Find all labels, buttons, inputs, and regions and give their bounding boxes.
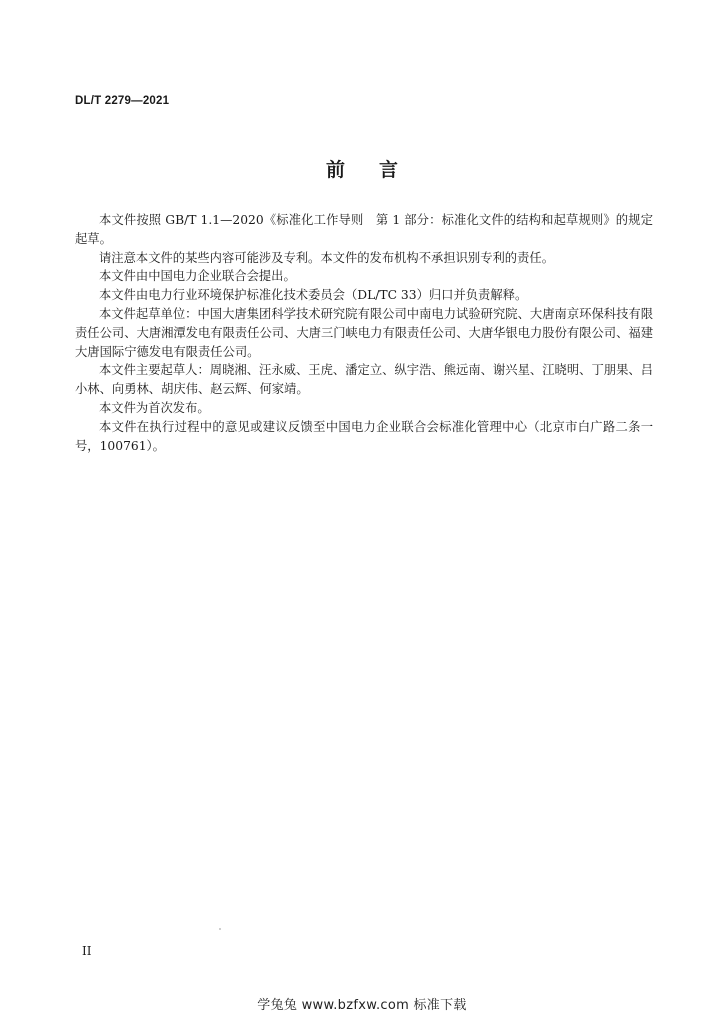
page-title: 前言 [325, 159, 432, 181]
paragraph-drafting-units: 本文件起草单位：中国大唐集团科学技术研究院有限公司中南电力试验研究院、大唐南京环保科技有限责任公司、大唐湘潭发电有限责任公司、大唐三门峡电力有限责任公司、大唐华银电力股份有限公司、福建大唐国际宁德发电有限责任公司。 [75, 306, 653, 359]
page-number: II [82, 944, 92, 958]
scan-speck [219, 928, 221, 930]
paragraph-feedback-contact: 本文件在执行过程中的意见或建议反馈至中国电力企业联合会标准化管理中心（北京市白广路二条一号，100761）。 [75, 419, 653, 453]
foreword-body [75, 211, 653, 455]
document-code: DL/T 2279—2021 [75, 95, 170, 107]
paragraph-main-drafters: 本文件主要起草人：周晓湘、汪永威、王虎、潘定立、纵宇浩、熊远南、谢兴星、江晓明、丁朋果、吕小林、向勇林、胡庆伟、赵云辉、何家靖。 [75, 363, 653, 397]
paragraph-first-release: 本文件为首次发布。 [99, 400, 210, 415]
paragraph-drafting-rules: 本文件按照 GB/T 1.1—2020《标准化工作导则 第 1 部分：标准化文件的结构和起草规则》的规定起草。 [75, 213, 653, 246]
download-watermark: 学兔兔 www.bzfxw.com 标准下载 [257, 998, 467, 1013]
paragraph-proposed-by: 本文件由中国电力企业联合会提出。 [99, 269, 296, 284]
paragraph-patent-notice: 请注意本文件的某些内容可能涉及专利。本文件的发布机构不承担识别专利的责任。 [99, 250, 554, 265]
paragraph-technical-committee: 本文件由电力行业环境保护标准化技术委员会（DL/TC 33）归口并负责解释。 [99, 288, 528, 303]
